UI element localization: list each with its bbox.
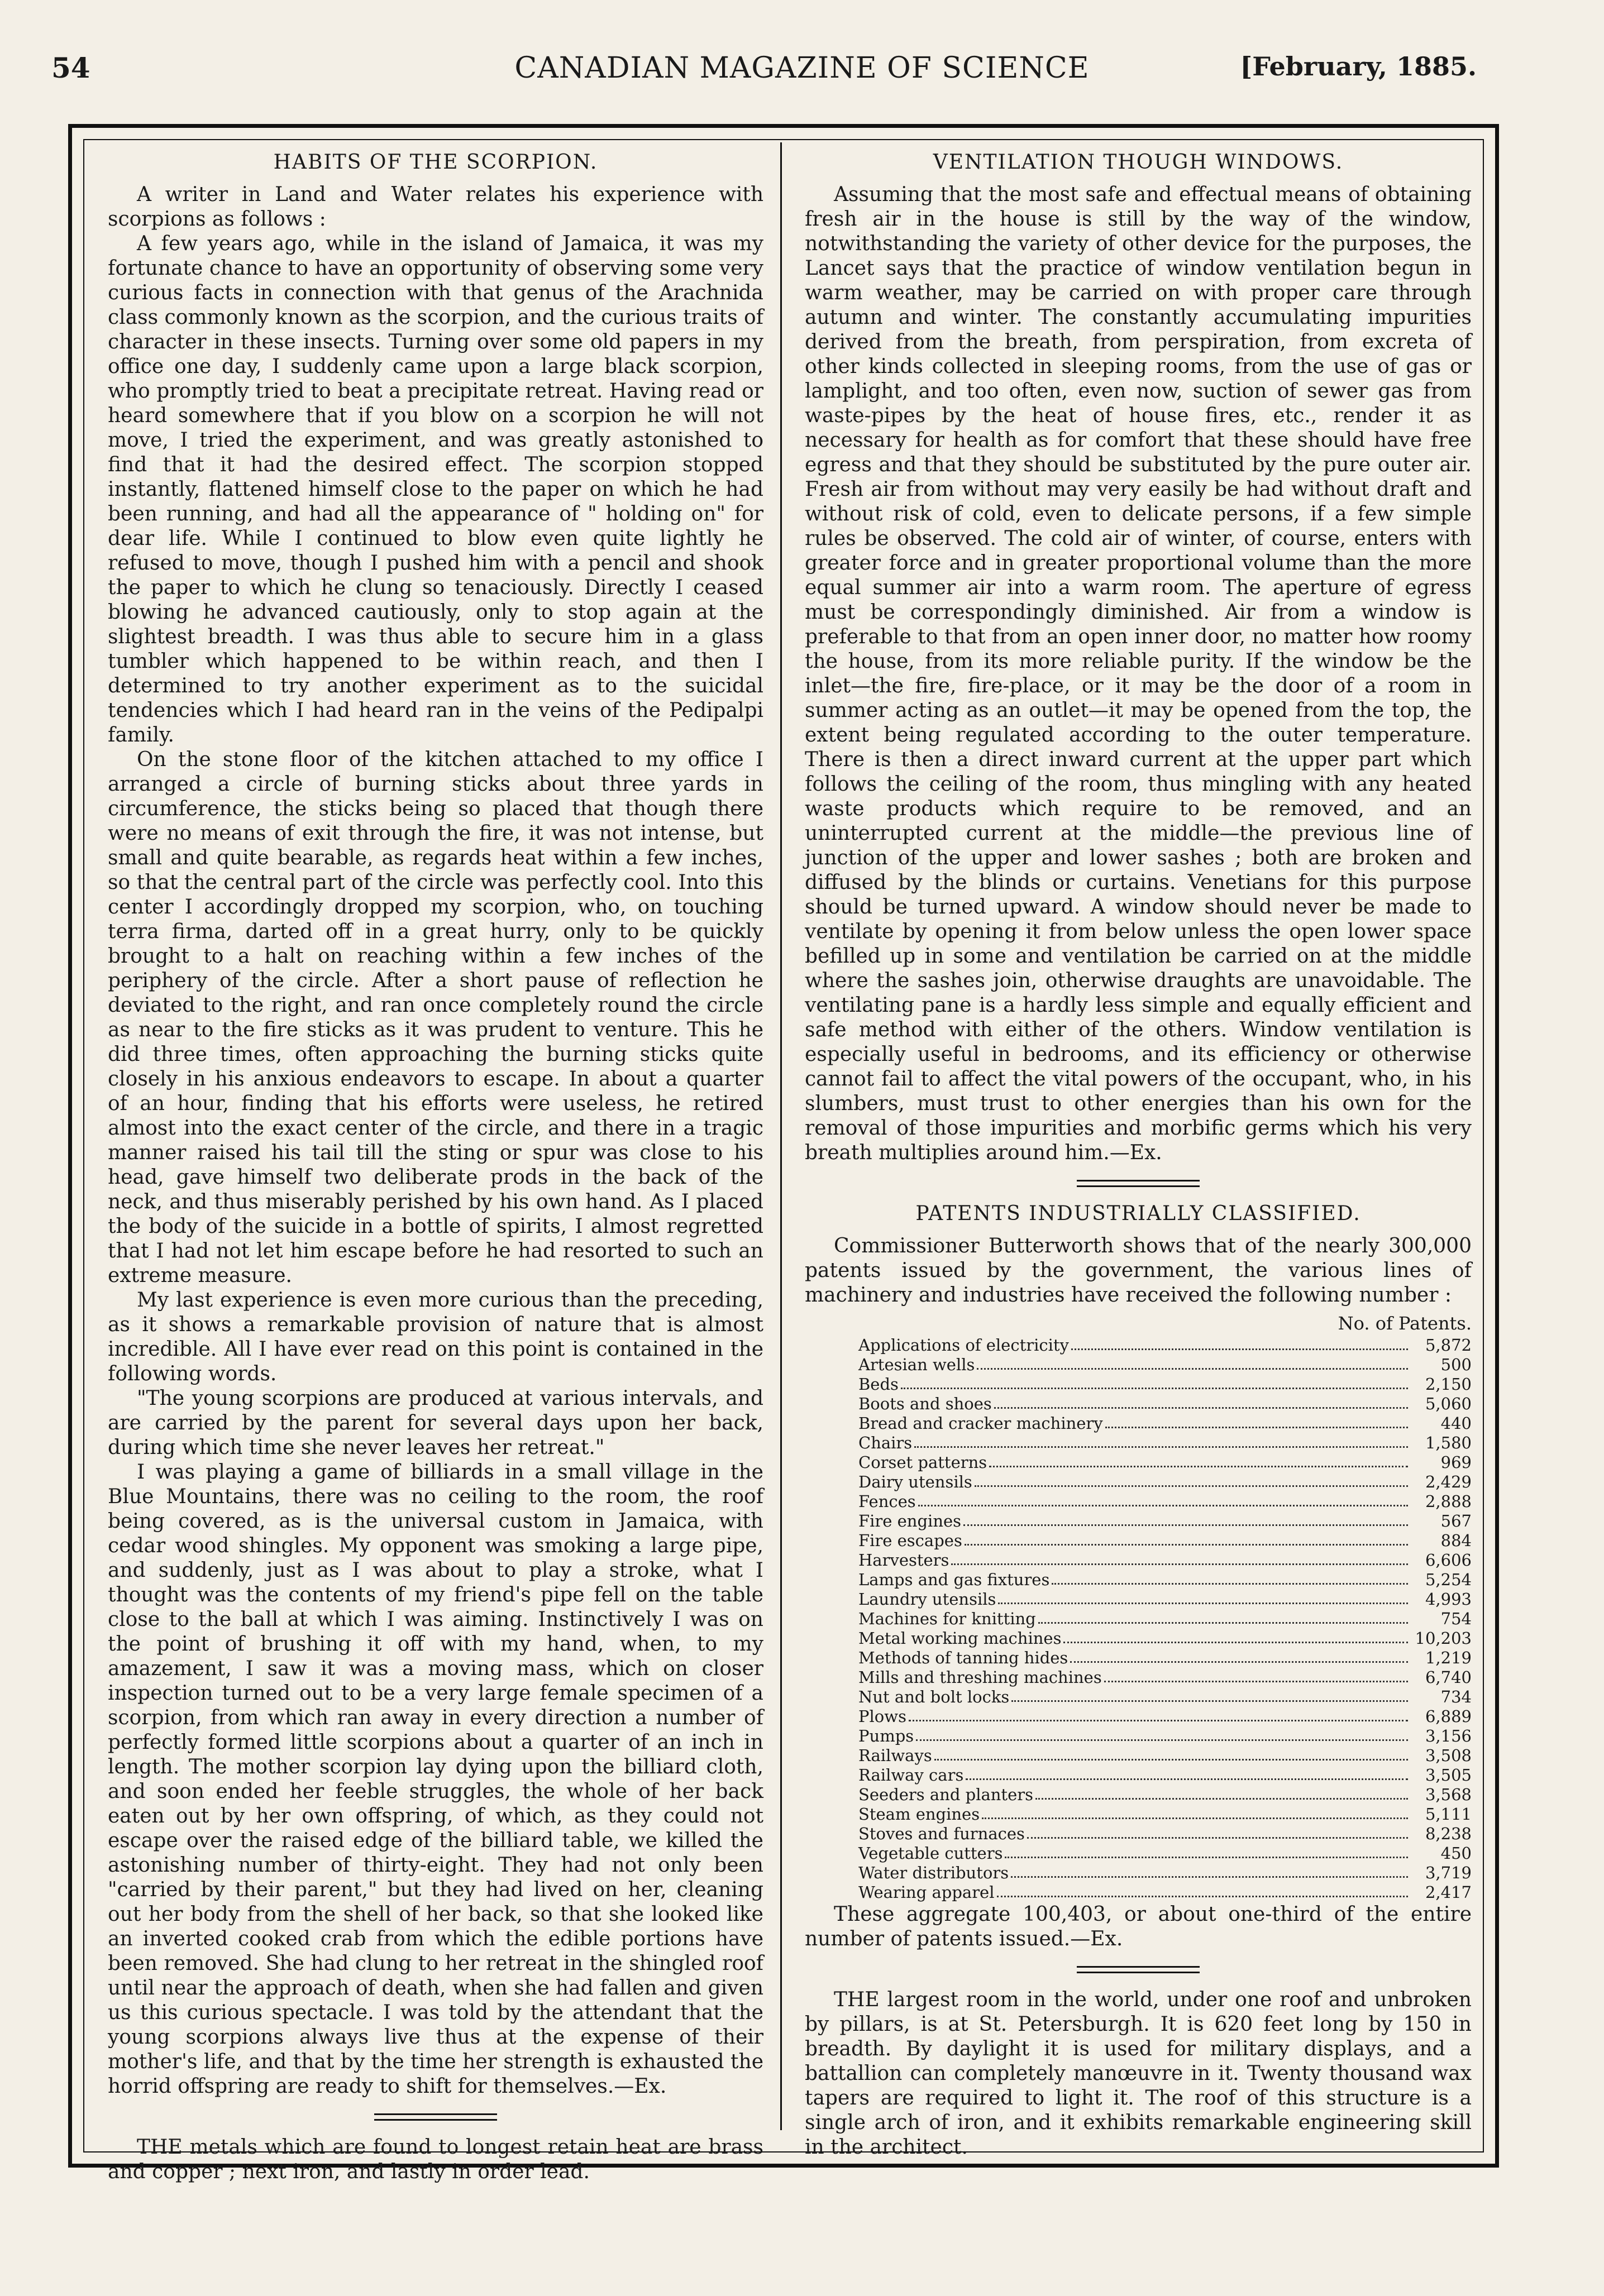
dot-leader bbox=[918, 1492, 1408, 1506]
patent-category: Nut and bolt locks bbox=[858, 1687, 1010, 1706]
patent-count: 3,508 bbox=[1425, 1746, 1472, 1765]
dot-leader bbox=[1011, 1863, 1408, 1878]
patent-row bbox=[858, 1433, 1472, 1453]
patent-category: Fire escapes bbox=[858, 1531, 962, 1550]
dot-leader bbox=[1011, 1687, 1408, 1702]
patent-count: 500 bbox=[1440, 1355, 1472, 1374]
patent-row bbox=[858, 1336, 1472, 1355]
dot-leader bbox=[1070, 1648, 1408, 1663]
dot-leader bbox=[977, 1355, 1408, 1370]
patent-row bbox=[858, 1824, 1472, 1844]
patent-category: Vegetable cutters bbox=[858, 1844, 1003, 1863]
patent-count: 3,719 bbox=[1425, 1863, 1472, 1882]
patent-row bbox=[858, 1629, 1472, 1648]
patent-row bbox=[858, 1785, 1472, 1805]
dot-leader bbox=[1027, 1824, 1408, 1839]
patent-row bbox=[858, 1394, 1472, 1414]
article-paragraph: My last experience is even more curious than the preceding, as it shows a remarkable provision of nature that is almost incredible. All I have ever read on this point is contained in the following words. bbox=[108, 1289, 763, 1385]
patent-count: 8,238 bbox=[1425, 1824, 1472, 1843]
patent-category: Beds bbox=[858, 1375, 899, 1394]
patent-row bbox=[858, 1472, 1472, 1492]
issue-date: [February, 1885. bbox=[1240, 51, 1477, 82]
patent-count: 754 bbox=[1440, 1609, 1472, 1628]
patent-category: Fire engines bbox=[858, 1511, 962, 1530]
dot-leader bbox=[901, 1375, 1408, 1389]
patent-row bbox=[858, 1511, 1472, 1531]
patent-category: Chairs bbox=[858, 1433, 913, 1452]
patent-category: Methods of tanning hides bbox=[858, 1648, 1068, 1667]
patent-count: 2,429 bbox=[1425, 1472, 1472, 1491]
scorpion-article-title: HABITS OF THE SCORPION. bbox=[273, 151, 598, 174]
patent-count: 5,254 bbox=[1425, 1570, 1472, 1589]
patent-count: 5,111 bbox=[1425, 1805, 1472, 1824]
dot-leader bbox=[1035, 1785, 1408, 1800]
patent-category: Railways bbox=[858, 1746, 932, 1765]
dot-leader bbox=[1105, 1414, 1408, 1428]
dot-leader bbox=[916, 1726, 1408, 1741]
patent-row bbox=[858, 1648, 1472, 1668]
patents-intro: Commissioner Butterworth shows that of the nearly 300,000 patents issued by the government, the various lines of machinery and industries have received the following number : bbox=[805, 1235, 1472, 1307]
patent-row bbox=[858, 1531, 1472, 1551]
section-rule bbox=[374, 2113, 497, 2121]
patent-count: 2,150 bbox=[1425, 1375, 1472, 1394]
patent-count: 969 bbox=[1440, 1453, 1472, 1472]
patents-column-header: No. of Patents. bbox=[1338, 1313, 1472, 1334]
patent-category: Artesian wells bbox=[858, 1355, 975, 1374]
patent-count: 884 bbox=[1440, 1531, 1472, 1550]
dot-leader bbox=[1071, 1336, 1408, 1350]
dot-leader bbox=[1038, 1609, 1408, 1624]
article-paragraph: "The young scorpions are produced at various intervals, and are carried by the parent for several days upon her back, during which time she never leaves her retreat." bbox=[108, 1387, 763, 1459]
patent-row bbox=[858, 1453, 1472, 1472]
patent-row bbox=[858, 1844, 1472, 1863]
patent-category: Seeders and planters bbox=[858, 1785, 1033, 1804]
patent-count: 450 bbox=[1440, 1844, 1472, 1863]
patent-row bbox=[858, 1863, 1472, 1883]
article-paragraph: On the stone floor of the kitchen attached to my office I arranged a circle of burning sticks about three yards in circumference, the sticks being so placed that though there were no means of exit through the fire, it was not intense, but small and quite bearable, as regards heat within a few inches, so that the central part of the circle was perfectly cool. Into this center I accordingly dropped my scorpion, who, on touching terra firma, darted off in a great hurry, only to be quickly brought to a halt on reaching within a few inches of the periphery of the circle. After a short pause of reflection he deviated to the right, and ran once completely round the circle as near to the fire sticks as it was prudent to venture. This he did three times, often approaching the burning sticks quite closely in his anxious endeavors to escape. In about a quarter of an hour, finding that his efforts were useless, he retired almost into the exact center of the circle, and there in a tragic manner raised his tail till the sting or spur was close to his head, gave himself two deliberate prods in the back of the neck, and thus miserably perished by his own hand. As I placed the body of the suicide in a bottle of spirits, I almost regretted that I had not let him escape before he had resorted to such an extreme measure. bbox=[108, 748, 763, 1287]
dot-leader bbox=[989, 1453, 1408, 1467]
dot-leader bbox=[998, 1590, 1408, 1604]
patent-row bbox=[858, 1590, 1472, 1609]
dot-leader bbox=[909, 1707, 1408, 1721]
patent-row bbox=[858, 1492, 1472, 1511]
dot-leader bbox=[951, 1551, 1408, 1565]
patents-table bbox=[805, 1336, 1472, 1902]
patent-count: 440 bbox=[1440, 1414, 1472, 1433]
patent-category: Fences bbox=[858, 1492, 916, 1511]
article-paragraph: A writer in Land and Water relates his experience with scorpions as follows : bbox=[108, 183, 763, 231]
patent-category: Steam engines bbox=[858, 1805, 980, 1824]
patent-count: 5,060 bbox=[1425, 1394, 1472, 1413]
metals-text: metals which are found to longest retain heat are brass and copper ; next iron, and lastly in order lead. bbox=[108, 2136, 763, 2183]
column-divider bbox=[780, 142, 782, 2130]
patent-count: 567 bbox=[1440, 1511, 1472, 1530]
dot-leader bbox=[966, 1766, 1408, 1780]
patent-category: Pumps bbox=[858, 1726, 914, 1745]
article-paragraph: A few years ago, while in the island of Jamaica, it was my fortunate chance to have an opportunity of observing some very curious facts in connection with that genus of the Arachnida class commonly known as the scorpion, and the curious traits of character in these insects. Turning over some old papers in my office one day, I suddenly came upon a large black scorpion, who promptly tried to beat a precipitate retreat. Having read or heard somewhere that if you blow on a scorpion he will not move, I tried the experiment, and was greatly astonished to find that it had the desired effect. The scorpion stopped instantly, flattened himself close to the paper on which he had been running, and had all the appearance of " holding on" for dear life. While I continued to blow even quite lightly he refused to move, though I pushed him with a pencil and shook the paper to which he clung so tenaciously. Directly I ceased blowing he advanced cautiously, only to stop again at the slightest breadth. I was thus able to secure him in a glass tumbler which happened to be within reach, and then I determined to try another experiment as to the suicidal tendencies which I had heard ran in the veins of the Pedipalpi family. bbox=[108, 232, 763, 747]
patent-category: Harvesters bbox=[858, 1551, 949, 1570]
article-paragraph: I was playing a game of billiards in a small village in the Blue Mountains, there was no ceiling to the room, the roof being covered, as is the universal custom in Jamaica, with cedar wood shingles. My opponent was smoking a large pipe, and suddenly, just as I was about to play a stroke, what I thought was the contents of my friend's pipe fell on the table close to the ball at which I was aiming. Instinctively I was on the point of brushing it off with my hand, when, to my amazement, I saw it was a moving mass, which on closer inspection turned out to be a very large female specimen of a scorpion, from which ran away in every direction a number of perfectly formed little scorpions about a quarter of an inch in length. The mother scorpion lay dying upon the billiard cloth, and soon ended her feeble struggles, the whole of her back eaten out by her own offspring, of which, as they could not escape over the raised edge of the billiard table, we killed the astonishing number of thirty-eight. They had not only been "carried by their parent," but they had lived on her, cleaning out her body from the shell of her back, so that she looked like an inverted cooked crab from which the edible portions have been removed. She had clung to her retreat in the shingled roof until near the approach of death, when she had fallen and given us this curious spectacle. I was told by the attendant that the young scorpions always live thus at the expense of their mother's life, and that by the time her strength is exhausted the horrid offspring are ready to shift for themselves.—Ex. bbox=[108, 1461, 763, 2098]
patents-article-title: PATENTS INDUSTRIALLY CLASSIFIED. bbox=[915, 1202, 1361, 1225]
dot-leader bbox=[1104, 1668, 1408, 1682]
patent-count: 734 bbox=[1440, 1687, 1472, 1706]
patent-row bbox=[858, 1570, 1472, 1590]
patent-row bbox=[858, 1746, 1472, 1766]
patent-category: Laundry utensils bbox=[858, 1590, 996, 1609]
patent-category: Corset patterns bbox=[858, 1453, 987, 1472]
patent-count: 2,417 bbox=[1425, 1883, 1472, 1902]
section-rule bbox=[1077, 1966, 1200, 1973]
patent-row bbox=[858, 1707, 1472, 1726]
patent-count: 6,606 bbox=[1425, 1551, 1472, 1570]
ventilation-article-title: VENTILATION THOUGH WINDOWS. bbox=[933, 151, 1344, 174]
ventilation-text: Assuming that the most safe and effectual means of obtaining fresh air in the house is still by the way of the window, notwithstanding the variety of other device for the purposes, the Lancet says that the practice of window ventilation begun in warm weather, may be carried on with proper care through autumn and winter. The constantly accumulating impurities derived from the breath, from perspiration, from excreta of other kinds collected in sleeping rooms, from the use of gas or lamplight, and too often, even now, suction of sewer gas from waste-pipes by the heat of house fires, etc., render it as necessary for health as for comfort that these should have free egress and that they should be substituted by the pure outer air. Fresh air from without may very easily be had without draft and without risk of cold, even to delicate persons, if a few simple rules be observed. The cold air of winter, of course, enters with greater force and in greater proportional volume than the more equal summer air into a warm room. The aperture of egress must be correspondingly diminished. Air from a window is preferable to that from an open inner door, no matter how roomy the house, from its more reliable purity. If the window be the inlet—the fire, fire-place, or it may be the door of a room in summer acting as an outlet—it may be opened from the top, the extent being regulated according to the outer temperature. There is then a direct inward current at the upper part which follows the ceiling of the room, thus mingling with any heated waste products which require to be removed, and an uninterrupted current at the middle—the previous line of junction of the upper and lower sashes ; both are broken and diffused by the blinds or curtains. Venetians for this purpose should be turned upward. A window should never be made to ventilate by opening it from below unless the open lower space befilled up in some and ventilation be carried on at the middle where the sashes join, otherwise draughts are unavoidable. The ventilating pane is a hardly less simple and equally efficient and safe method with either of the others. Window ventilation is especially useful in bedrooms, and its efficiency or otherwise cannot fail to affect the vital powers of the occupant, who, in his slumbers, must trust to other energies than his own for the removal of those impurities and morbific germs which his very breath multiplies around him.—Ex. bbox=[805, 183, 1472, 1164]
dot-leader bbox=[963, 1511, 1408, 1526]
patent-category: Stoves and furnaces bbox=[858, 1824, 1025, 1843]
dot-leader bbox=[965, 1531, 1408, 1546]
dot-leader bbox=[997, 1883, 1409, 1897]
patent-count: 3,505 bbox=[1425, 1766, 1472, 1785]
patent-category: Applications of electricity bbox=[858, 1336, 1069, 1355]
patent-category: Dairy utensils bbox=[858, 1472, 972, 1491]
patent-row bbox=[858, 1355, 1472, 1375]
largest-room-note bbox=[805, 1988, 1472, 2160]
magazine-title: CANADIAN MAGAZINE OF SCIENCE bbox=[514, 51, 1090, 85]
patent-category: Water distributors bbox=[858, 1863, 1009, 1882]
page-header bbox=[0, 51, 1604, 102]
patent-category: Metal working machines bbox=[858, 1629, 1062, 1648]
metals-lead: THE bbox=[137, 2136, 183, 2159]
patent-count: 6,740 bbox=[1425, 1668, 1472, 1687]
dot-leader bbox=[1063, 1629, 1408, 1643]
dot-leader bbox=[975, 1472, 1408, 1487]
patent-row bbox=[858, 1687, 1472, 1707]
patent-row bbox=[858, 1766, 1472, 1785]
patent-count: 5,872 bbox=[1425, 1336, 1472, 1355]
patent-row bbox=[858, 1414, 1472, 1433]
left-column bbox=[108, 150, 763, 2184]
patent-row bbox=[858, 1609, 1472, 1629]
patent-count: 2,888 bbox=[1425, 1492, 1472, 1511]
dot-leader bbox=[994, 1394, 1408, 1409]
patent-row bbox=[858, 1805, 1472, 1824]
patent-count: 6,889 bbox=[1425, 1707, 1472, 1726]
patent-category: Boots and shoes bbox=[858, 1394, 992, 1413]
patent-category: Plows bbox=[858, 1707, 906, 1726]
patent-category: Lamps and gas fixtures bbox=[858, 1570, 1050, 1589]
patent-count: 3,568 bbox=[1425, 1785, 1472, 1804]
patent-category: Bread and cracker machinery bbox=[858, 1414, 1103, 1433]
patents-summary: These aggregate 100,403, or about one-third of the entire number of patents issued.—Ex. bbox=[805, 1903, 1472, 1950]
dot-leader bbox=[1005, 1844, 1408, 1858]
patent-row bbox=[858, 1883, 1472, 1902]
page-frame bbox=[68, 124, 1499, 2183]
dot-leader bbox=[982, 1805, 1408, 1819]
patent-count: 1,219 bbox=[1425, 1648, 1472, 1667]
largest-room-text: largest room in the world, under one roof and unbroken by pillars, is at St. Petersburgh. It is 620 feet long by 150 in breadth. By daylight it is used for military displays, and a battallion can completely manœuvre in it. Twenty thousand wax tapers are required to light it. The roof of this structure is a single arch of iron, and it exhibits remarkable engineering skill in the architect. bbox=[805, 1988, 1472, 2159]
patent-row bbox=[858, 1551, 1472, 1570]
dot-leader bbox=[934, 1746, 1408, 1761]
patent-count: 3,156 bbox=[1425, 1726, 1472, 1745]
patent-row bbox=[858, 1375, 1472, 1394]
patent-count: 10,203 bbox=[1415, 1629, 1472, 1648]
largest-room-lead: THE bbox=[834, 1988, 880, 2011]
patent-category: Mills and threshing machines bbox=[858, 1668, 1102, 1687]
patent-category: Wearing apparel bbox=[858, 1883, 995, 1902]
right-column bbox=[805, 150, 1472, 2160]
patent-row bbox=[858, 1726, 1472, 1746]
dot-leader bbox=[914, 1433, 1408, 1448]
dot-leader bbox=[1052, 1570, 1408, 1585]
section-rule bbox=[1077, 1180, 1200, 1187]
patent-row bbox=[858, 1668, 1472, 1687]
page-number: 54 bbox=[51, 51, 90, 84]
patent-category: Railway cars bbox=[858, 1766, 964, 1785]
metals-note bbox=[108, 2135, 763, 2184]
patent-count: 4,993 bbox=[1425, 1590, 1472, 1609]
patent-count: 1,580 bbox=[1425, 1433, 1472, 1452]
patent-category: Machines for knitting bbox=[858, 1609, 1036, 1628]
